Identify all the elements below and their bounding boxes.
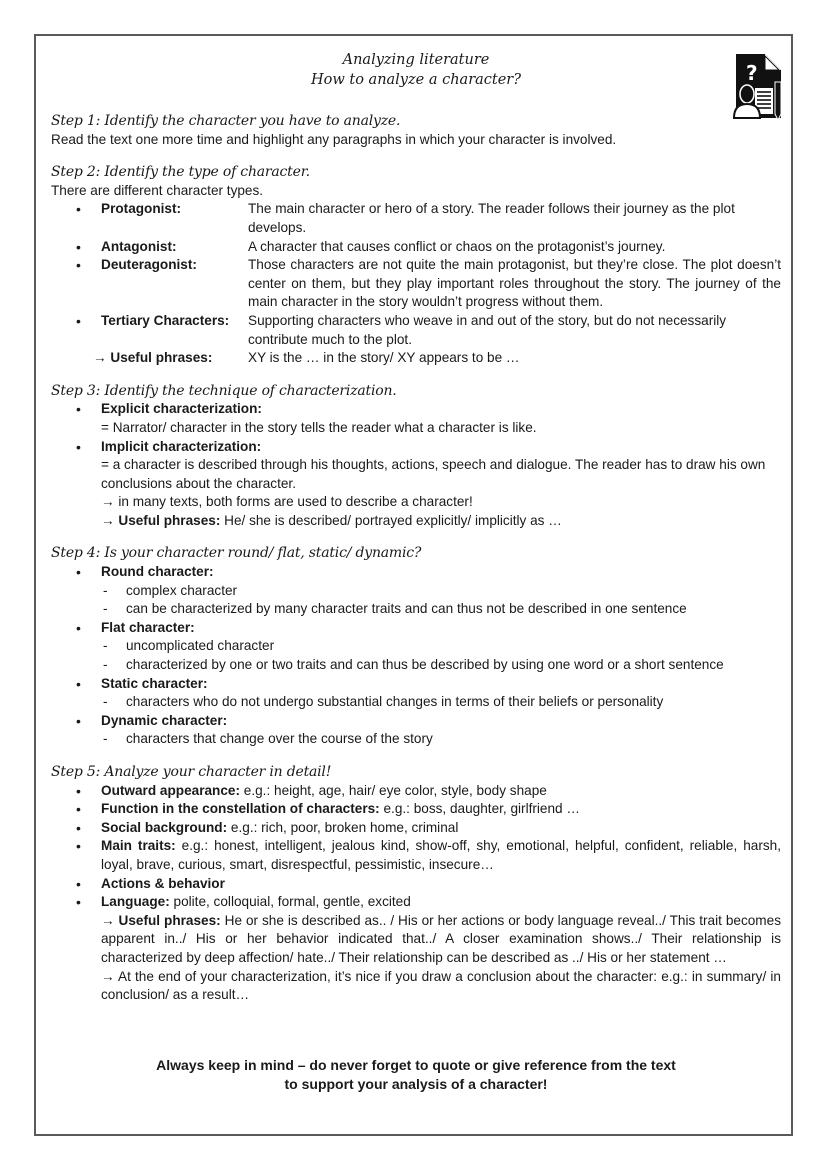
useful-phrases: → Useful phrases: He or she is described as.. / His or her actions or body language reveal../ This trait becomes apparent in../ His or her behavior indicated that../ A closer examination shows../ Their relationship is characterized by deep affection/ hate../ Their relationship can be described as ../ His or her statement … — [101, 912, 781, 965]
footer-line-2: to support your analysis of a character! — [284, 1076, 548, 1092]
svg-text:?: ? — [746, 61, 758, 85]
step-1-text: Read the text one more time and highlight any paragraphs in which your character is involved. — [51, 131, 617, 147]
step-5 — [51, 763, 781, 1005]
step-1 — [51, 112, 781, 149]
step-3-heading: Step 3: Identify the technique of characterization. — [51, 382, 397, 399]
list-item: • Actions & behavior — [51, 875, 781, 894]
list-item: • Function in the constellation of characters: e.g.: boss, daughter, girlfriend … — [51, 800, 781, 819]
step-2 — [51, 163, 781, 368]
step-4-heading: Step 4: Is your character round/ flat, static/ dynamic? — [51, 545, 422, 562]
characterization-list — [51, 400, 781, 530]
list-item: • Language: polite, colloquial, formal, gentle, excited → Useful phrases: He or she is described as.. / His or her actions or body language reveal../ This trait becomes apparent in../ His or her behavior indicated that../ A closer examination shows../ Their relationship is characterized by deep affection/ hate../ Their relationship can be described as ../ His or her statement … → At the end of your characterization, it’s nice if you draw a conclusion about the character: e.g.: in summary/ in conclusion/ as a result… — [51, 893, 781, 1005]
list-item: • Outward appearance: e.g.: height, age, hair/ eye color, style, body shape — [51, 782, 781, 801]
character-detail-list — [51, 782, 781, 1005]
list-item: • Round character: - complex character - can be characterized by many character traits and can thus not be described in one sentence — [51, 563, 781, 619]
conclusion-note: → At the end of your characterization, it’s nice if you draw a conclusion about the character: e.g.: in summary/ in conclusion/ as a result… — [101, 968, 781, 1003]
step-4 — [51, 544, 781, 749]
title-line-1: Analyzing literature — [342, 52, 490, 68]
list-item: • Static character: - characters who do not undergo substantial changes in terms of their beliefs or personality — [51, 675, 781, 712]
list-item: • Dynamic character: - characters that change over the course of the story — [51, 712, 781, 749]
list-item: • Implicit characterization: = a character is described through his thoughts, actions, speech and dialogue. The reader has to draw his own conclusions about the character. → in many texts, both forms are used to describe a character! → Useful phrases: He/ she is described/ portrayed explicitly/ implicitly as … — [51, 438, 781, 531]
step-1-heading: Step 1: Identify the character you have to analyze. — [51, 113, 401, 129]
list-item: • Protagonist: The main character or hero of a story. The reader follows their journey as the plot develops. — [51, 200, 781, 237]
list-item: • Tertiary Characters: Supporting characters who weave in and out of the story, but do not necessarily contribute much to the plot. — [51, 312, 781, 349]
list-item: • Explicit characterization: = Narrator/ character in the story tells the reader what a character is like. — [51, 400, 781, 437]
worksheet-content — [51, 50, 781, 1005]
character-dynamics-list — [51, 563, 781, 749]
list-item: • Main traits: e.g.: honest, intelligent, jealous kind, show-off, shy, emotional, helpful, confident, reliable, harsh, loyal, brave, curious, smart, disrespectful, pessimistic, insecure… — [51, 837, 781, 874]
title-line-2: How to analyze a character? — [310, 72, 522, 88]
list-item: • Deuteragonist: Those characters are not quite the main protagonist, but they’re close. The plot doesn’t center on them, but they play important roles throughout the story. The journey of the main character in the story wouldn’t progress without them. — [51, 256, 781, 312]
useful-phrases: → Useful phrases: He/ she is described/ portrayed explicitly/ implicitly as … — [101, 512, 562, 528]
reminder-footer — [51, 1056, 781, 1094]
step-2-intro: There are different character types. — [51, 182, 264, 198]
step-2-heading: Step 2: Identify the type of character. — [51, 164, 310, 181]
step-5-heading: Step 5: Analyze your character in detail! — [51, 764, 332, 780]
footer-line-1: Always keep in mind – do never forget to quote or give reference from the text — [156, 1057, 676, 1073]
character-types-list — [51, 200, 781, 367]
list-item: • Antagonist: A character that causes conflict or chaos on the protagonist’s journey. — [51, 238, 781, 257]
worksheet-title — [51, 50, 781, 90]
list-item: • Social background: e.g.: rich, poor, broken home, criminal — [51, 819, 781, 838]
step-3 — [51, 382, 781, 531]
useful-phrases: → Useful phrases: XY is the … in the story/ XY appears to be … — [93, 350, 520, 366]
list-item: • Flat character: - uncomplicated character - characterized by one or two traits and can thus be described by using one word or a short sentence — [51, 619, 781, 675]
